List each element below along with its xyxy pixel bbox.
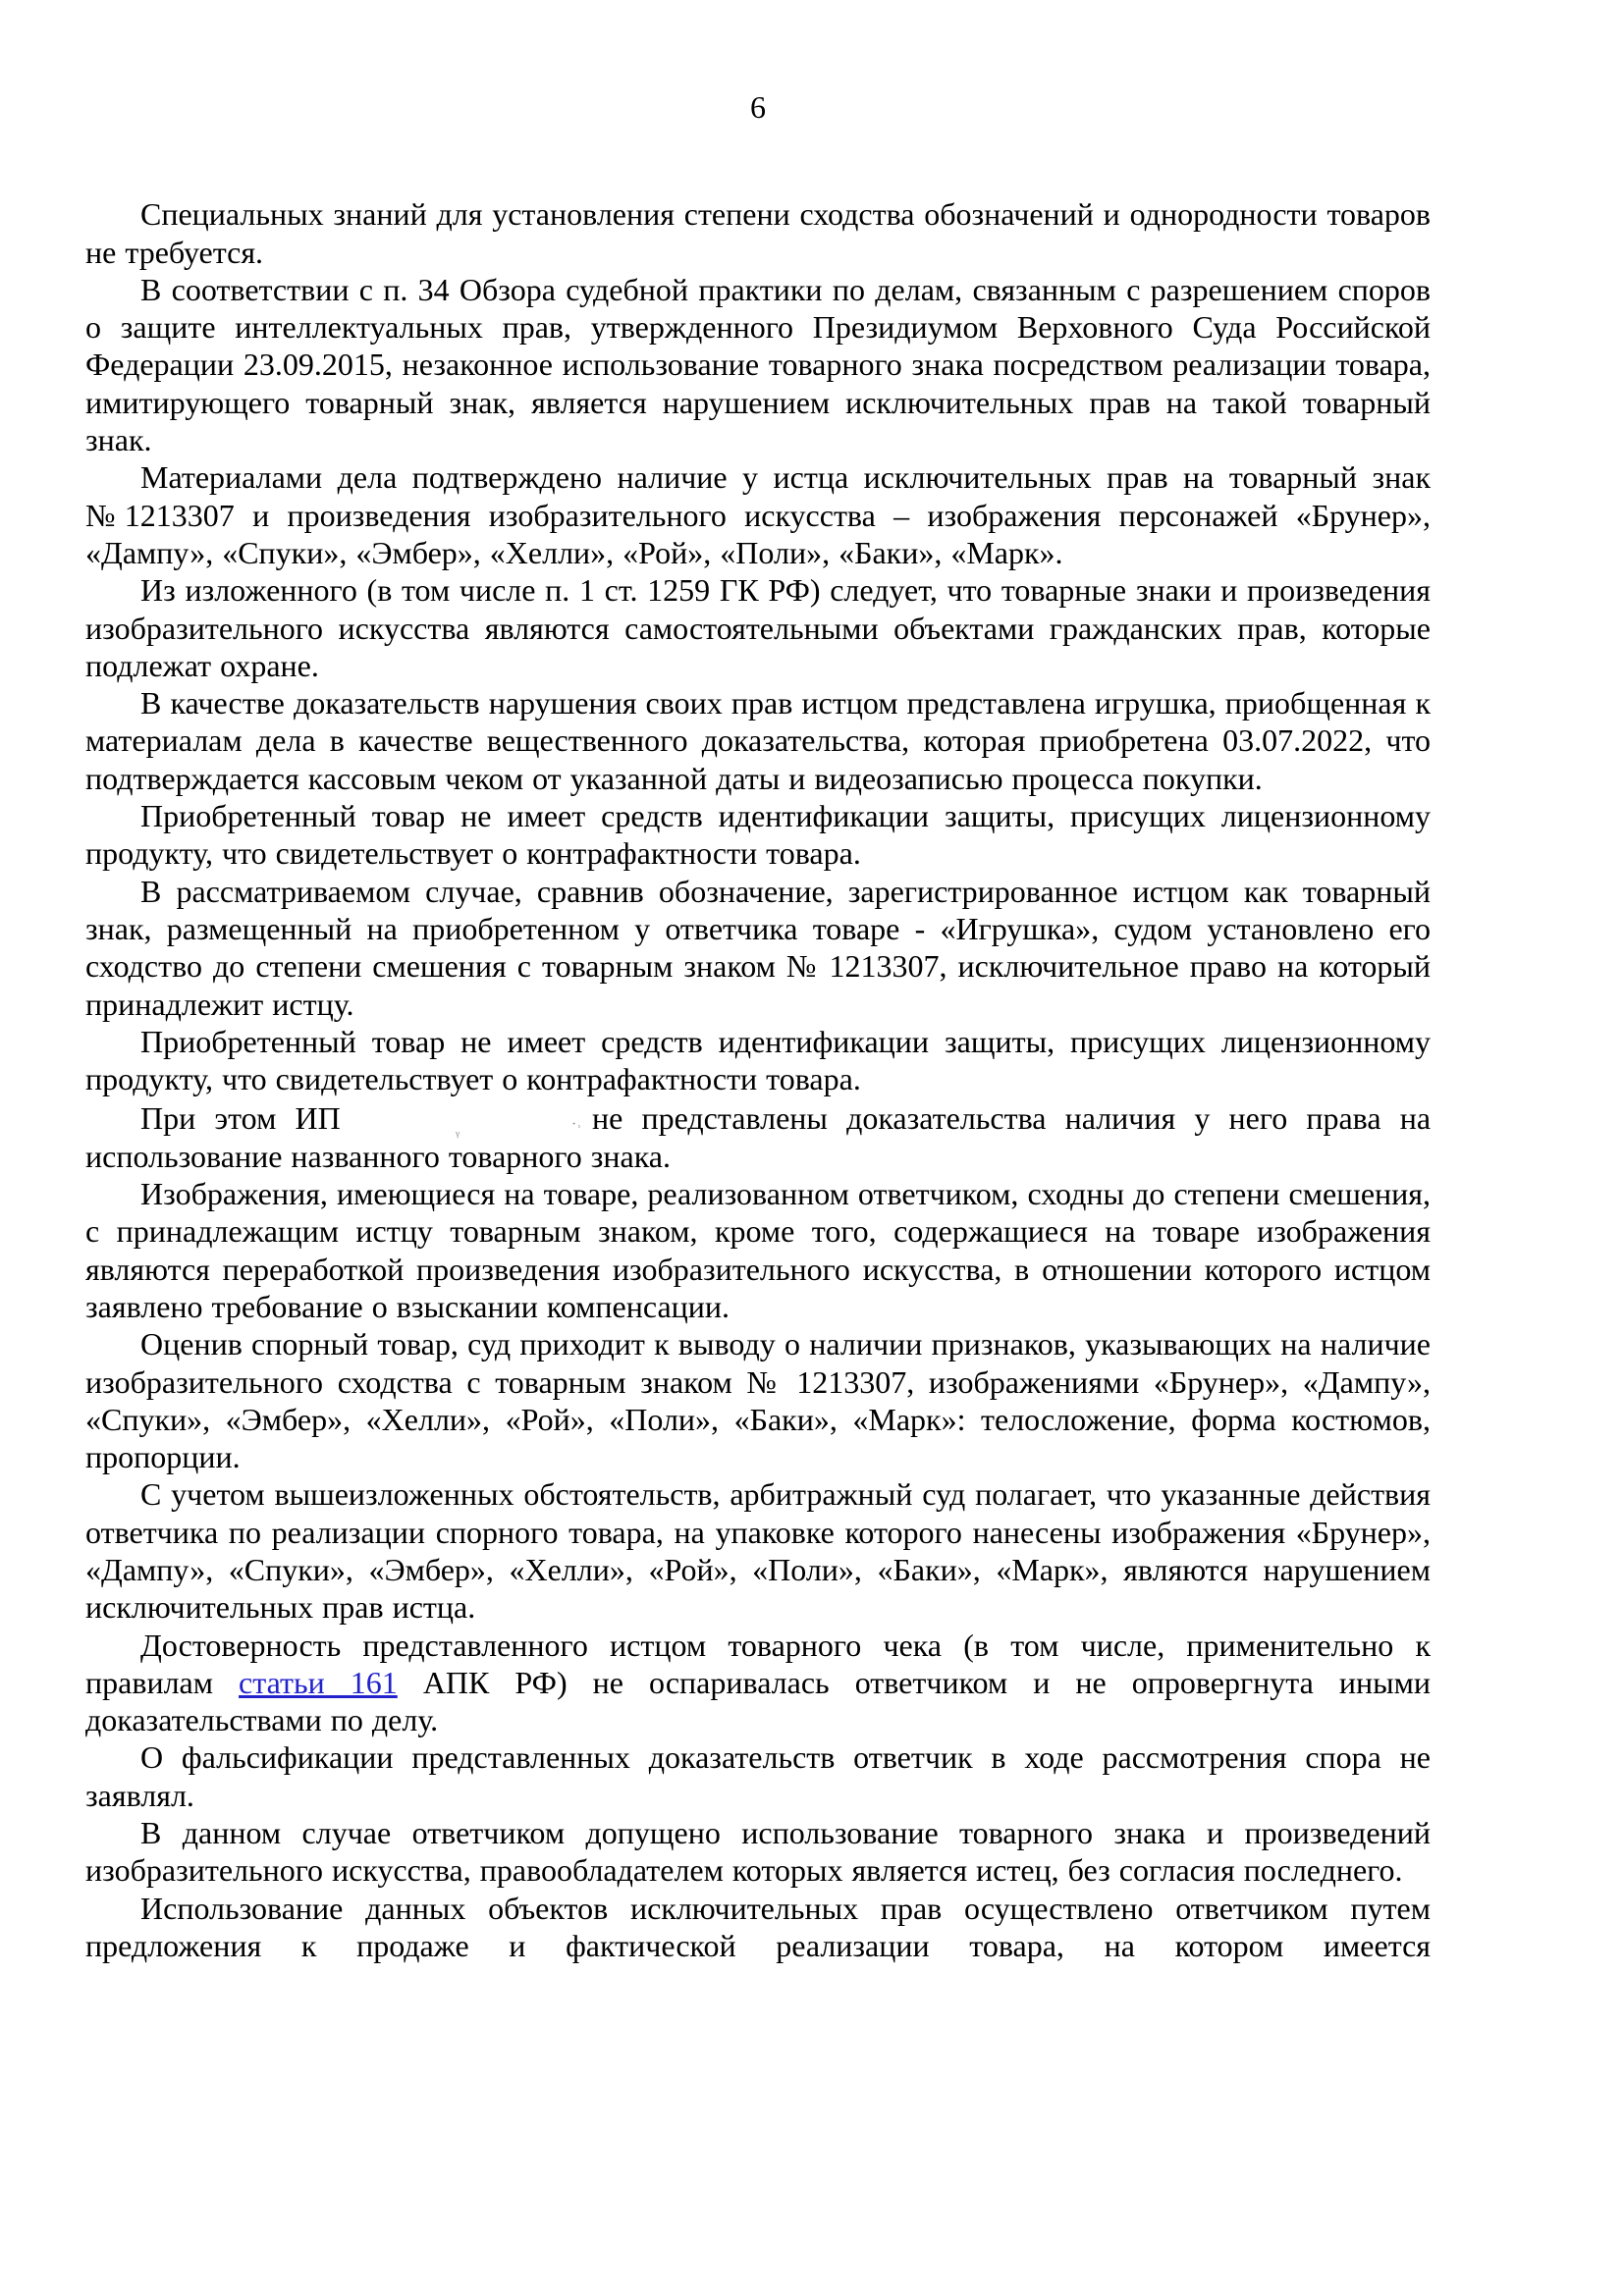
paragraph-gk-rf-1259: Из изложенного (в том числе п. 1 ст. 1259 ГК РФ) следует, что товарные знаки и произведения изобразительного искусства являются самостоятельными объектами гражданских прав, которые подлежат охране. [85,572,1431,683]
redacted-name-area [359,1097,582,1140]
paragraph-receipt-authenticity [85,1627,1431,1739]
paragraph-no-license-marks-2: Приобретенный товар не имеет средств идентификации защиты, присущих лицензионному продукту, что свидетельствует о контрафактности товара. [85,1023,1431,1097]
paragraph-comparison: В рассматриваемом случае, сравнив обозначение, зарегистрированное истцом как товарный знак, размещенный на приобретенном у ответчика товаре - «Игрушка», судом установлено его сходство до степени смешения с товарным знаком № 1213307, исключительное право на который принадлежит истцу. [85,873,1431,1022]
paragraph-conclusion-violation: С учетом вышеизложенных обстоятельств, арбитражный суд полагает, что указанные действия ответчика по реализации спорного товара, на упаковке которого нанесены изображения «Брунер», «Дампу», «Спуки», «Эмбер», «Хелли», «Рой», «Поли», «Баки», «Марк», являются нарушением исключительных прав истца. [85,1476,1431,1626]
paragraph-text-suffix: не представлены доказательства наличия у него права на использование названного товарного знака. [85,1100,1432,1174]
paragraph-no-falsification-claim: О фальсификации представленных доказательств ответчик в ходе рассмотрения спора не заявлял. [85,1739,1431,1813]
link-article-161-apk[interactable]: статьи 161 [239,1664,398,1700]
paragraph-review-p34: В соответствии с п. 34 Обзора судебной практики по делам, связанным с разрешением споров о защите интеллектуальных прав, утвержденного Президиумом Верховного Суда Российской Федерации 23.09.2015, незаконное использование товарного знака посредством реализации товара, имитирующего товарный знак, является нарушением исключительных прав на такой товарный знак. [85,271,1431,458]
page-number: 6 [750,89,766,125]
paragraph-use-without-consent: В данном случае ответчиком допущено использование товарного знака и произведений изобразительного искусства, правообладателем которых является истец, без согласия последнего. [85,1815,1431,1889]
paragraph-text-before-link: Достоверность представленного истцом товарного чека (в том числе, применительно к правилам [85,1627,1431,1700]
paragraph-images-similarity: Изображения, имеющиеся на товаре, реализованном ответчиком, сходны до степени смешения, с принадлежащим истцу товарным знаком, кроме того, содержащиеся на товаре изображения являются переработкой произведения изобразительного искусства, в отношении которого истцом заявлено требование о взыскании компенсации. [85,1176,1431,1324]
paragraph-text-prefix: При этом ИП [140,1100,341,1137]
paragraph-no-license-marks-1: Приобретенный товар не имеет средств идентификации защиты, присущих лицензионному продукту, что свидетельствует о контрафактности товара. [85,798,1431,872]
paragraph-use-by-sale: Использование данных объектов исключительных прав осуществлено ответчиком путем предложения к продаже и фактической реализации товара, на котором имеется [85,1890,1431,1963]
paragraph-ip-no-rights [85,1097,1431,1175]
paragraph-special-knowledge: Специальных знаний для установления степени сходства обозначений и однородности товаров не требуется. [85,196,1431,270]
redaction-remnant: ᵧ [455,1122,460,1140]
redaction-remnant: ·˒ [570,1116,582,1134]
paragraph-evidence-toy: В качестве доказательств нарушения своих прав истцом представлена игрушка, приобщенная к материалам дела в качестве вещественного доказательства, которая приобретена 03.07.2022, что подтверждается кассовым чеком от указанной даты и видеозаписью процесса покупки. [85,685,1431,796]
paragraph-text-after-link: АПК РФ) не оспаривалась ответчиком и не опровергнута иными доказательствами по делу. [85,1664,1432,1738]
paragraph-court-assessment: Оценив спорный товар, суд приходит к выводу о наличии признаков, указывающих на наличие изобразительного сходства с товарным знаком № 1213307, изображениями «Брунер», «Дампу», «Спуки», «Эмбер», «Хелли», «Рой», «Поли», «Баки», «Марк»: телосложение, форма костюмов, пропорции. [85,1326,1431,1475]
document-body [85,195,1431,1964]
paragraph-case-materials: Материалами дела подтверждено наличие у истца исключительных прав на товарный знак №1213307 и произведения изобразительного искусства – изображения персонажей «Брунер», «Дампу», «Спуки», «Эмбер», «Хелли», «Рой», «Поли», «Баки», «Марк». [85,459,1431,570]
